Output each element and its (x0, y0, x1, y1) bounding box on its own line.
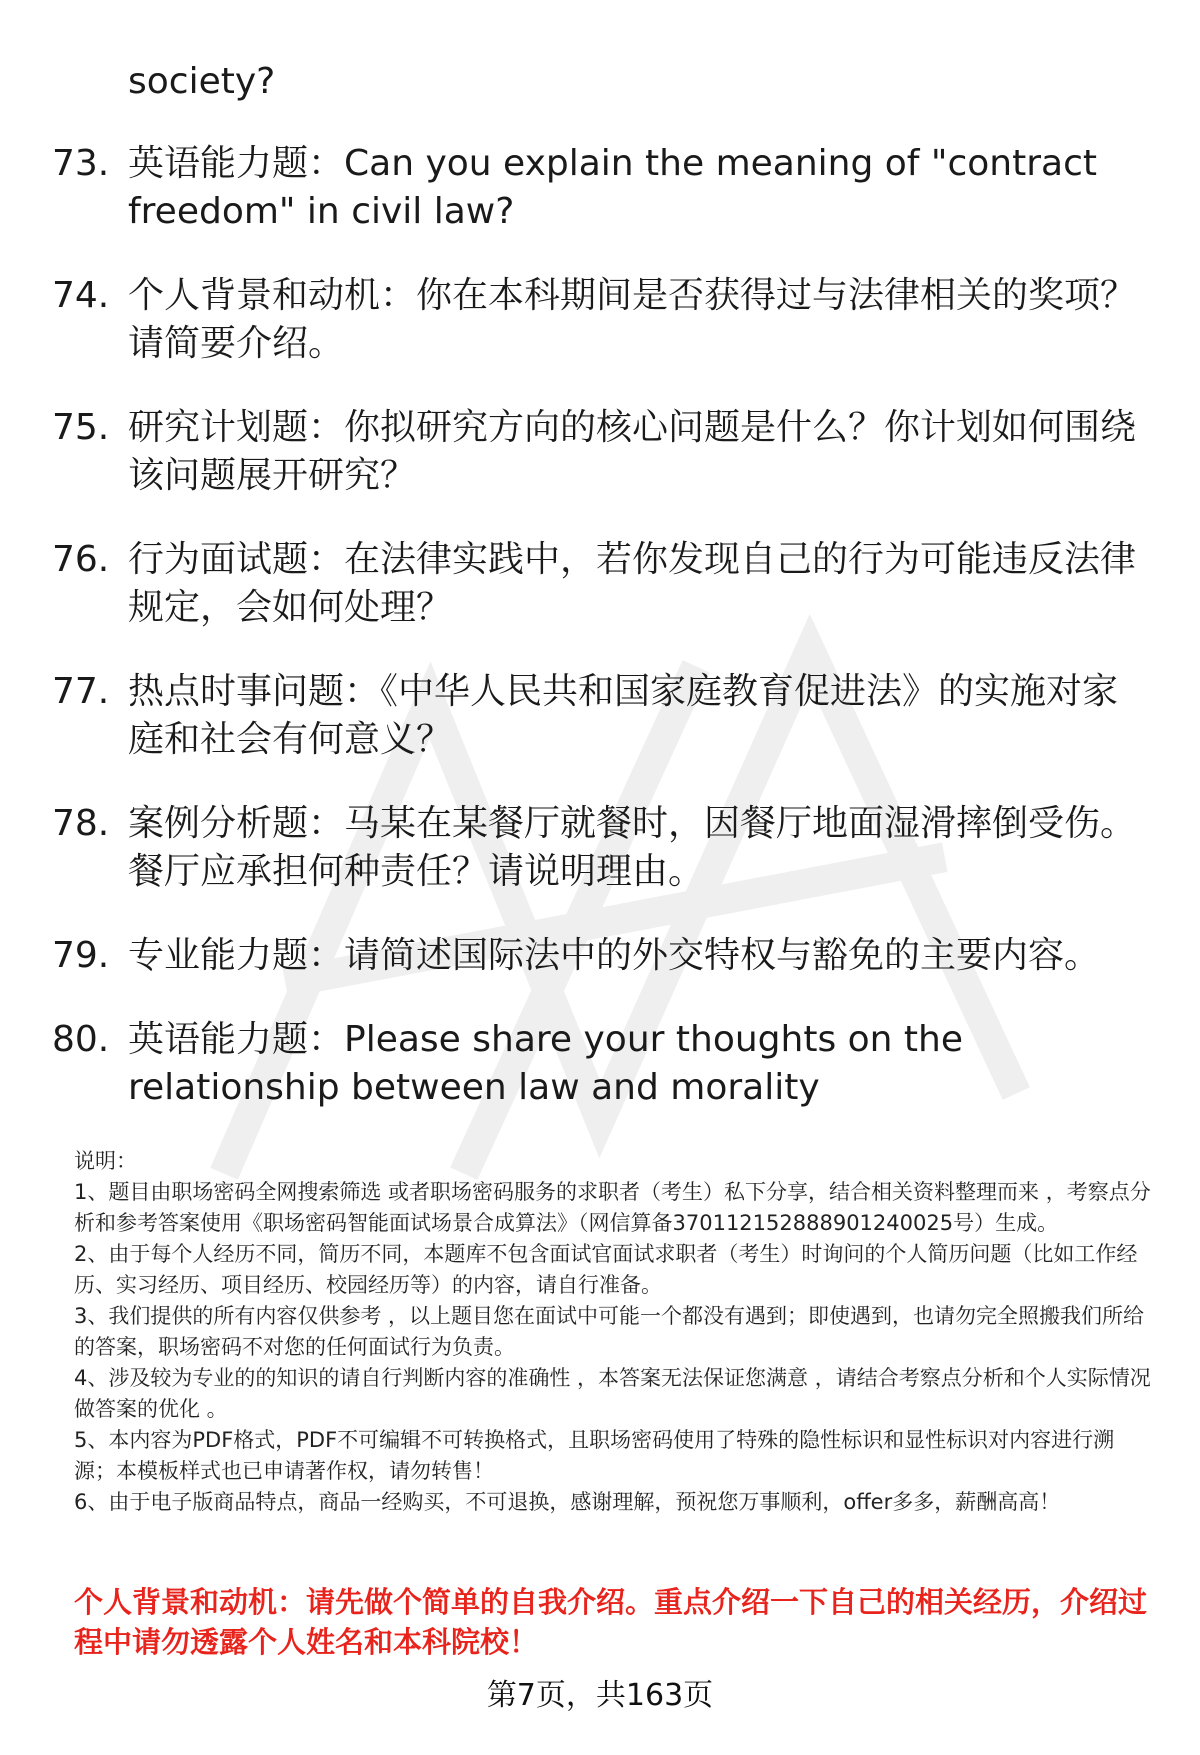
notes-section (74, 1146, 1154, 1518)
question-number: 77. (52, 671, 110, 712)
question-item (0, 272, 1200, 368)
question-text: 个人背景和动机：你在本科期间是否获得过与法律相关的奖项？请简要介绍。 (128, 275, 1137, 364)
question-text: 热点时事问题：《中华人民共和国家庭教育促进法》的实施对家庭和社会有何意义？ (128, 671, 1119, 760)
continuation-text: society? (128, 61, 276, 102)
question-item (0, 1016, 1200, 1112)
question-number: 79. (52, 935, 110, 976)
note-item: 2、由于每个人经历不同，简历不同，本题库不包含面试官面试求职者（考生）时询问的个人简历问题（比如工作经历、实习经历、项目经历、校园经历等）的内容，请自行准备。 (74, 1242, 1138, 1297)
question-item (0, 536, 1200, 632)
question-text: 专业能力题：请简述国际法中的外交特权与豁免的主要内容。 (128, 935, 1101, 976)
question-item (0, 800, 1200, 896)
note-item: 3、我们提供的所有内容仅供参考 ，以上题目您在面试中可能一个都没有遇到；即使遇到，也请勿完全照搬我们所给的答案，职场密码不对您的任何面试行为负责。 (74, 1304, 1145, 1359)
question-text: 英语能力题：Please share your thoughts on the relationship between law and morality (128, 1019, 964, 1108)
note-item: 4、涉及较为专业的的知识的请自行判断内容的准确性 ，本答案无法保证您满意 ，请结合考察点分析和个人实际情况做答案的优化 。 (74, 1366, 1151, 1421)
question-list (0, 140, 1200, 1148)
question-number: 75. (52, 407, 110, 448)
note-item: 6、由于电子版商品特点，商品一经购买，不可退换，感谢理解，预祝您万事顺利，offer多多，薪酬高高！ (74, 1490, 1061, 1514)
question-text: 研究计划题：你拟研究方向的核心问题是什么？你计划如何围绕该问题展开研究？ (128, 407, 1137, 496)
highlight-question: 个人背景和动机：请先做个简单的自我介绍。重点介绍一下自己的相关经历，介绍过程中请勿透露个人姓名和本科院校！ (74, 1585, 1148, 1659)
question-item (0, 404, 1200, 500)
note-item: 1、题目由职场密码全网搜索筛选 或者职场密码服务的求职者（考生）私下分享，结合相关资料整理而来 ，考察点分析和参考答案使用《职场密码智能面试场景合成算法》（网信算备370112152888901240025号）生成。 (74, 1180, 1151, 1235)
question-number: 74. (52, 275, 110, 316)
question-number: 73. (52, 143, 110, 184)
question-item (0, 932, 1200, 980)
question-item (0, 668, 1200, 764)
question-number: 80. (52, 1019, 110, 1060)
notes-heading: 说明： (74, 1149, 137, 1173)
question-number: 76. (52, 539, 110, 580)
question-text: 英语能力题：Can you explain the meaning of "contract freedom" in civil law? (128, 143, 1097, 232)
page-number: 第7页，共163页 (486, 1678, 714, 1713)
question-item (0, 140, 1200, 236)
note-item: 5、本内容为PDF格式，PDF不可编辑不可转换格式，且职场密码使用了特殊的隐性标识和显性标识对内容进行溯源；本模板样式也已申请著作权，请勿转售！ (74, 1428, 1115, 1483)
question-text: 案例分析题：马某在某餐厅就餐时，因餐厅地面湿滑摔倒受伤。餐厅应承担何种责任？请说明理由。 (128, 803, 1137, 892)
question-text: 行为面试题：在法律实践中，若你发现自己的行为可能违反法律规定，会如何处理？ (128, 539, 1137, 628)
question-number: 78. (52, 803, 110, 844)
